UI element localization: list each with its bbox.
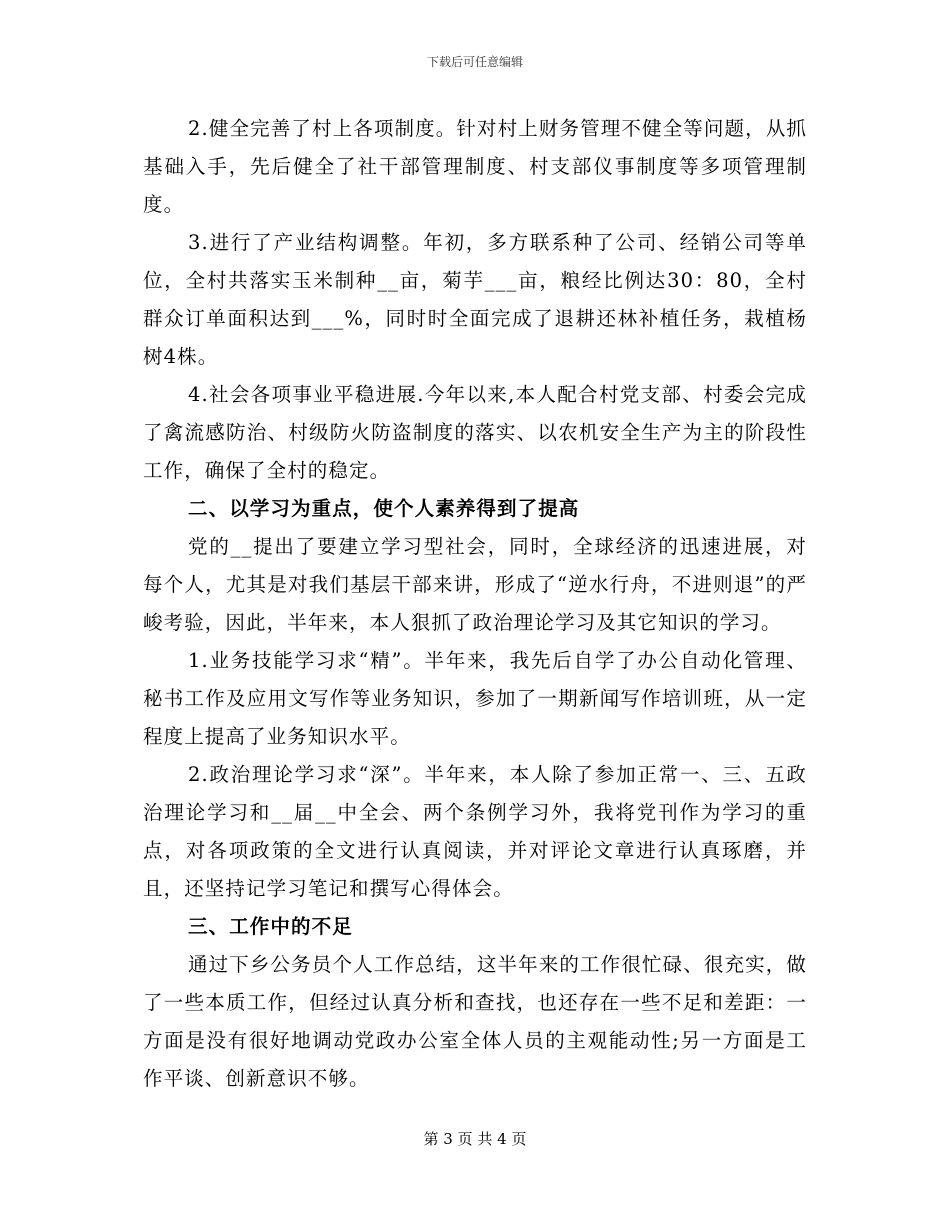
paragraph-item-2: 2.健全完善了村上各项制度。针对村上财务管理不健全等问题，从抓基础入手，先后健全了社干部管理制度、村支部仪事制度等多项管理制度。 — [143, 117, 807, 216]
paragraph-shortcomings: 通过下乡公务员个人工作总结，这半年来的工作很忙碌、很充实，做了一些本质工作，但经过认真分析和查找，也还存在一些不足和差距：一方面是没有很好地调动党政办公室全体人员的主观能动性;另一方面是工作平谈、创新意识不够。 — [143, 953, 807, 1090]
paragraph-study-item-1: 1.业务技能学习求“精”。半年来，我先后自学了办公自动化管理、秘书工作及应用文写作等业务知识，参加了一期新闻写作培训班，从一定程度上提高了业务知识水平。 — [143, 649, 807, 748]
section-heading-3: 三、工作中的不足 — [188, 915, 353, 938]
section-heading-2: 二、以学习为重点，使个人素养得到了提高 — [188, 497, 580, 520]
paragraph-study-intro: 党的__提出了要建立学习型社会，同时，全球经济的迅速进展，对每个人，尤其是对我们基层干部来讲，形成了“逆水行舟，不进则退”的严峻考验，因此，半年来，本人狠抓了政治理论学习及其它知识的学习。 — [143, 535, 807, 634]
paragraph-study-item-2: 2.政治理论学习求“深”。半年来，本人除了参加正常一、三、五政治理论学习和__届__中全会、两个条例学习外，我将党刊作为学习的重点，对各项政策的全文进行认真阅读，并对评论文章进行认真琢磨，并且，还坚持记学习笔记和撰写心得体会。 — [143, 763, 807, 900]
paragraph-item-3: 3.进行了产业结构调整。年初，多方联系种了公司、经销公司等单位，全村共落实玉米制种__亩，菊芋___亩，粮经比例达30：80，全村群众订单面积达到___%，同时时全面完成了退耕还林补植任务，栽植杨树4株。 — [143, 231, 807, 368]
page-footer: 第 3 页 共 4 页 — [423, 1130, 527, 1148]
document-body — [143, 110, 807, 1098]
page-header: 下载后可任意编辑 — [426, 55, 523, 69]
paragraph-item-4: 4.社会各项事业平稳进展.今年以来,本人配合村党支部、村委会完成了禽流感防治、村级防火防盗制度的落实、以农机安全生产为主的阶段性工作，确保了全村的稳定。 — [143, 383, 807, 482]
